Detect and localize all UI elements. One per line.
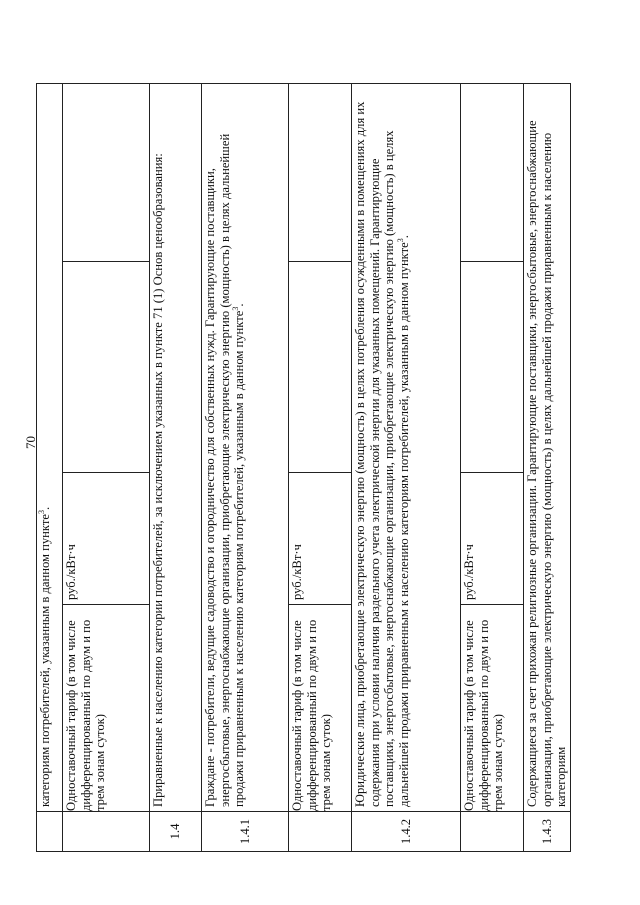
empty-cell xyxy=(461,812,524,852)
category-end: . xyxy=(232,303,246,307)
value-cell xyxy=(289,262,352,473)
row-number: 1.4.1 xyxy=(202,812,289,852)
table-row xyxy=(37,83,63,851)
category-end: . xyxy=(38,506,52,511)
table-row xyxy=(524,83,571,851)
category-text: Юридические лица, приобретающие электрическую энергию (мощность) в целях потребления осужденными в помещениях для их содержания при условии наличия раздельного учета электрической энергии для указанных помещений. Гарантирующие поставщики, энергосбытовые, энергоснабжающие организации, приобретающие электрическую энергию (мощность) в целях дальнейшей продажи приравненным к населению категориям потребителей, указанным в данном пункте xyxy=(353,101,411,807)
table-row xyxy=(63,83,150,851)
tariff-unit: руб./кВт·ч xyxy=(289,473,352,605)
category-cell xyxy=(150,83,202,811)
row-number: 1.4 xyxy=(150,812,202,852)
empty-cell xyxy=(63,812,150,852)
value-cell xyxy=(461,262,524,473)
page-number: 70 xyxy=(23,436,38,449)
footnote-ref: 3 xyxy=(395,238,405,243)
tariff-table-sheet xyxy=(36,84,601,852)
category-end: . xyxy=(396,235,411,239)
value-cell xyxy=(63,262,150,473)
table-row xyxy=(150,83,202,851)
category-text: Граждане - потребители, ведущие садоводство и огородничество для собственных нужд. Гарантирующие поставщики, энергосбытовые, энергоснабжающие организации, приобретающие электрическую энергию (мощность) в целях дальнейшей продажи приравненным к населению категориям потребителей, указанным в данном пункте xyxy=(203,133,246,807)
category-cell xyxy=(202,83,289,811)
category-text: категориям потребителей, указанным в данном пункте xyxy=(38,514,52,807)
table-row xyxy=(202,83,289,851)
category-cell xyxy=(352,83,461,811)
category-cell xyxy=(37,83,63,811)
footnote-ref: 3 xyxy=(36,510,46,515)
category-cell xyxy=(524,83,571,811)
tariff-table xyxy=(36,83,571,852)
tariff-name: Одноставочный тариф (в том числе дифференцированный по двум и по трем зонам суток) xyxy=(63,605,150,812)
value-cell xyxy=(63,83,150,261)
table-row xyxy=(289,83,352,851)
row-number: 1.4.2 xyxy=(352,812,461,852)
empty-cell xyxy=(289,812,352,852)
footnote-ref: 3 xyxy=(230,306,240,311)
category-text: Содержащиеся за счет прихожан религиозные организации. Гарантирующие поставщики, энергосбытовые, энергоснабжающие организации, приобретающие электрическую энергию (мощность) в целях дальнейшей продажи приравненным к населению категориям xyxy=(525,120,568,807)
tariff-unit: руб./кВт·ч xyxy=(461,473,524,605)
tariff-name: Одноставочный тариф (в том числе дифференцированный по двум и по трем зонам суток) xyxy=(289,605,352,812)
row-number: 1.4.3 xyxy=(524,812,571,852)
tariff-name: Одноставочный тариф (в том числе дифференцированный по двум и по трем зонам суток) xyxy=(461,605,524,812)
value-cell xyxy=(289,83,352,261)
table-row xyxy=(461,83,524,851)
row-number xyxy=(37,812,63,852)
value-cell xyxy=(461,83,524,261)
table-row xyxy=(352,83,461,851)
category-text: Приравненные к населению категории потребителей, за исключением указанных в пункте 71 (1) Основ ценообразования: xyxy=(151,153,165,807)
tariff-unit: руб./кВт·ч xyxy=(63,473,150,605)
